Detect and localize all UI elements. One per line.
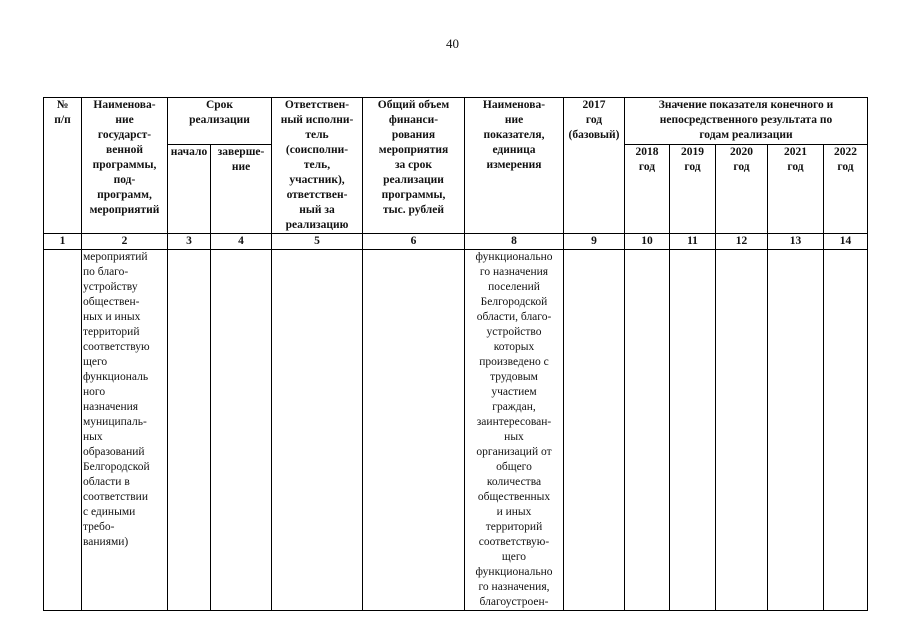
- body-cell-term-start: [168, 250, 211, 611]
- column-number: 6: [363, 234, 465, 250]
- header-term-end: [211, 144, 272, 233]
- header-number: [44, 98, 82, 234]
- text-line: (соисполни-: [285, 144, 349, 156]
- text-line: ваниями): [83, 536, 129, 548]
- column-number-row: [44, 234, 868, 250]
- text-line: Общий объем: [377, 99, 450, 111]
- text-line: щего: [83, 356, 108, 368]
- text-line: 2017: [582, 99, 606, 111]
- text-line: год: [585, 114, 603, 126]
- text-line: с едиными: [83, 506, 136, 518]
- text-line: 2022: [834, 145, 857, 158]
- text-line: устройство: [486, 326, 542, 338]
- header-year-2021: [768, 144, 824, 233]
- text-line: участник),: [289, 174, 345, 186]
- text-line: организаций от: [476, 446, 552, 458]
- text-line: ных и иных: [83, 311, 141, 323]
- text-line: реализацию: [285, 219, 349, 231]
- text-line: устройству: [83, 281, 138, 293]
- page-number: 40: [446, 36, 459, 51]
- header-term-start: [168, 144, 211, 233]
- header-indicator: [465, 98, 564, 234]
- column-number: 14: [824, 234, 868, 250]
- column-number: 12: [716, 234, 768, 250]
- text-line: (базовый): [568, 129, 620, 141]
- text-line: поселений: [488, 281, 540, 293]
- text-line: тель: [305, 129, 329, 141]
- text-line: заинтересован-: [476, 416, 552, 428]
- text-line: ние: [231, 160, 251, 173]
- text-line: образований: [83, 446, 145, 458]
- text-line: Срок: [205, 99, 234, 111]
- text-line: программы,: [92, 159, 157, 171]
- table-row: [44, 250, 868, 611]
- text-line: №: [56, 99, 69, 111]
- text-line: обществен-: [83, 296, 140, 308]
- text-line: ный за: [299, 204, 335, 216]
- column-number: 9: [564, 234, 625, 250]
- text-line: территорий: [485, 521, 543, 533]
- text-line: ние: [504, 114, 524, 126]
- text-line: произведено с: [479, 356, 549, 368]
- text-line: и иных: [496, 506, 532, 518]
- text-line: го назначения: [479, 266, 549, 278]
- body-cell-indicator: [465, 250, 564, 611]
- header-year-2022: [824, 144, 868, 233]
- text-line: общественных: [477, 491, 551, 503]
- text-line: ответствен-: [286, 189, 348, 201]
- text-line: год: [787, 160, 804, 173]
- text-line: количества: [486, 476, 542, 488]
- text-line: функциональ: [83, 371, 149, 383]
- text-line: год: [837, 160, 854, 173]
- text-line: ных: [83, 431, 103, 443]
- text-line: мероприятия: [378, 144, 449, 156]
- text-line: реализации: [189, 114, 250, 126]
- header-name: [82, 98, 168, 234]
- text-line: Ответствен-: [284, 99, 350, 111]
- text-line: заверше-: [217, 145, 265, 158]
- column-number: 3: [168, 234, 211, 250]
- text-line: год: [638, 160, 656, 173]
- body-cell-2020: [716, 250, 768, 611]
- text-line: по благо-: [83, 266, 129, 278]
- text-line: граждан,: [492, 401, 536, 413]
- text-line: ный исполни-: [280, 114, 354, 126]
- body-cell-responsible: [272, 250, 363, 611]
- text-line: за срок: [394, 159, 433, 171]
- body-cell-base-year: [564, 250, 625, 611]
- text-line: п/п: [54, 114, 71, 126]
- text-line: назначения: [83, 401, 139, 413]
- column-number: 5: [272, 234, 363, 250]
- column-number: 4: [211, 234, 272, 250]
- text-line: общего: [496, 461, 532, 473]
- text-line: соответствии: [83, 491, 148, 503]
- text-line: 2019: [681, 145, 704, 158]
- text-line: под-: [113, 174, 136, 186]
- program-table: [43, 97, 868, 611]
- text-line: 2021: [784, 145, 807, 158]
- text-line: год: [684, 160, 701, 173]
- text-line: требо-: [83, 521, 115, 533]
- column-number: 1: [44, 234, 82, 250]
- header-finance: [363, 98, 465, 234]
- text-line: ного: [83, 386, 106, 398]
- body-cell-2022: [824, 250, 868, 611]
- text-line: программы,: [381, 189, 446, 201]
- text-line: Белгородской: [83, 461, 150, 473]
- text-line: показателя,: [483, 129, 545, 141]
- text-line: венной: [106, 144, 143, 156]
- text-line: Наименова-: [482, 99, 546, 111]
- text-line: программ,: [97, 189, 152, 201]
- text-line: начало: [170, 145, 208, 158]
- text-line: мероприятий: [83, 251, 148, 263]
- header-term: [168, 98, 272, 145]
- column-number: 10: [625, 234, 670, 250]
- text-line: благоустроен-: [479, 596, 549, 608]
- body-cell-2018: [625, 250, 670, 611]
- body-cell-2021: [768, 250, 824, 611]
- text-line: муниципаль-: [83, 416, 147, 428]
- text-line: год: [733, 160, 750, 173]
- text-line: годам реализации: [699, 129, 793, 141]
- text-line: функционально: [475, 251, 553, 263]
- column-number: 13: [768, 234, 824, 250]
- text-line: измерения: [486, 159, 542, 171]
- text-line: государст-: [97, 129, 152, 141]
- text-line: 2020: [730, 145, 753, 158]
- body-cell-2019: [670, 250, 716, 611]
- text-line: го назначения,: [478, 581, 550, 593]
- text-line: области, благо-: [476, 311, 552, 323]
- header-responsible: [272, 98, 363, 234]
- column-number: 8: [465, 234, 564, 250]
- text-line: финанси-: [388, 114, 439, 126]
- text-line: участием: [491, 386, 537, 398]
- text-line: ных: [504, 431, 524, 443]
- text-line: непосредственного результата по: [659, 114, 833, 126]
- header-year-2019: [670, 144, 716, 233]
- body-cell-term-end: [211, 250, 272, 611]
- text-line: которых: [493, 341, 535, 353]
- text-line: Наименова-: [93, 99, 156, 111]
- text-line: рования: [391, 129, 436, 141]
- header-year-2018: [625, 144, 670, 233]
- text-line: единица: [492, 144, 536, 156]
- text-line: мероприятий: [89, 204, 160, 216]
- text-line: реализации: [383, 174, 444, 186]
- text-line: щего: [501, 551, 527, 563]
- header-year-2020: [716, 144, 768, 233]
- column-number: 11: [670, 234, 716, 250]
- text-line: тыс. рублей: [383, 204, 444, 216]
- text-line: области в: [83, 476, 130, 488]
- text-line: функционально: [475, 566, 553, 578]
- header-base-year: [564, 98, 625, 234]
- column-number: 2: [82, 234, 168, 250]
- body-cell-number: [44, 250, 82, 611]
- text-line: ние: [115, 114, 134, 126]
- text-line: Белгородской: [480, 296, 548, 308]
- text-line: 2018: [635, 145, 659, 158]
- body-cell-finance: [363, 250, 465, 611]
- text-line: трудовым: [490, 371, 538, 383]
- text-line: соответствую-: [478, 536, 550, 548]
- body-cell-program-name: [82, 250, 168, 611]
- text-line: соответствую: [83, 341, 150, 353]
- text-line: тель,: [303, 159, 331, 171]
- text-line: территорий: [83, 326, 140, 338]
- text-line: Значение показателя конечного и: [658, 99, 834, 111]
- header-result: [625, 98, 868, 145]
